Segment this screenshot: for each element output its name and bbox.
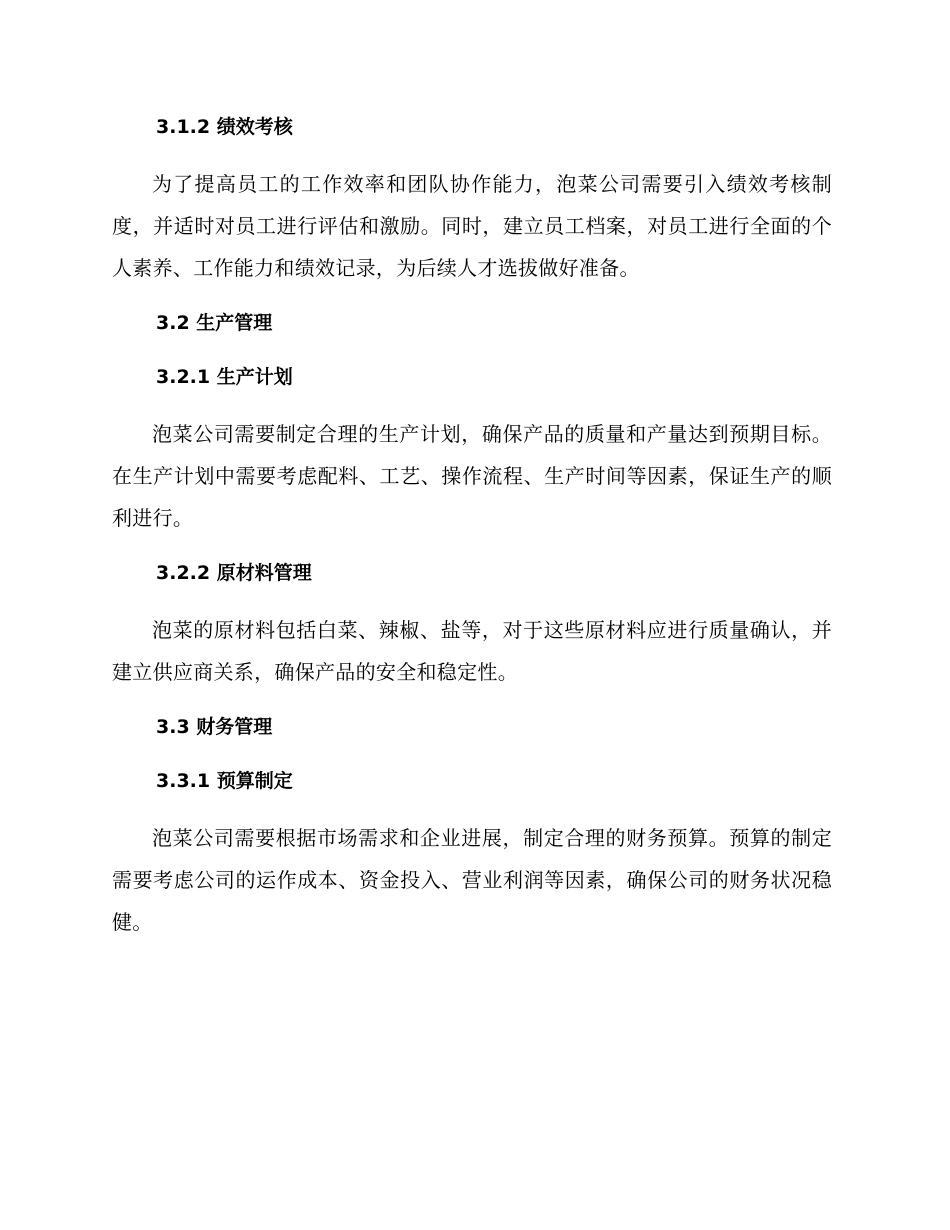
section-paragraph-3-2-2: 泡菜的原材料包括白菜、辣椒、盐等，对于这些原材料应进行质量确认，并建立供应商关系，确保产品的安全和稳定性。 xyxy=(112,618,832,684)
section-paragraph-3-2-1: 泡菜公司需要制定合理的生产计划，确保产品的质量和产量达到预期目标。在生产计划中需要考虑配料、工艺、操作流程、生产时间等因素，保证生产的顺利进行。 xyxy=(112,422,832,530)
section-paragraph-3-3-1: 泡菜公司需要根据市场需求和企业进展，制定合理的财务预算。预算的制定需要考虑公司的运作成本、资金投入、营业利润等因素，确保公司的财务状况稳健。 xyxy=(112,826,832,934)
section-heading-3-3: 3.3 财务管理 xyxy=(156,716,273,738)
section-heading-3-1-2: 3.1.2 绩效考核 xyxy=(156,116,293,138)
section-heading-3-2-2: 3.2.2 原材料管理 xyxy=(156,562,312,584)
section-paragraph-3-1-2: 为了提高员工的工作效率和团队协作能力，泡菜公司需要引入绩效考核制度，并适时对员工进行评估和激励。同时，建立员工档案，对员工进行全面的个人素养、工作能力和绩效记录，为后续人才选拔做好准备。 xyxy=(112,172,832,280)
section-heading-3-3-1: 3.3.1 预算制定 xyxy=(156,770,293,792)
document-body xyxy=(112,111,832,943)
section-heading-3-2-1: 3.2.1 生产计划 xyxy=(156,366,293,388)
section-heading-3-2: 3.2 生产管理 xyxy=(156,312,273,334)
